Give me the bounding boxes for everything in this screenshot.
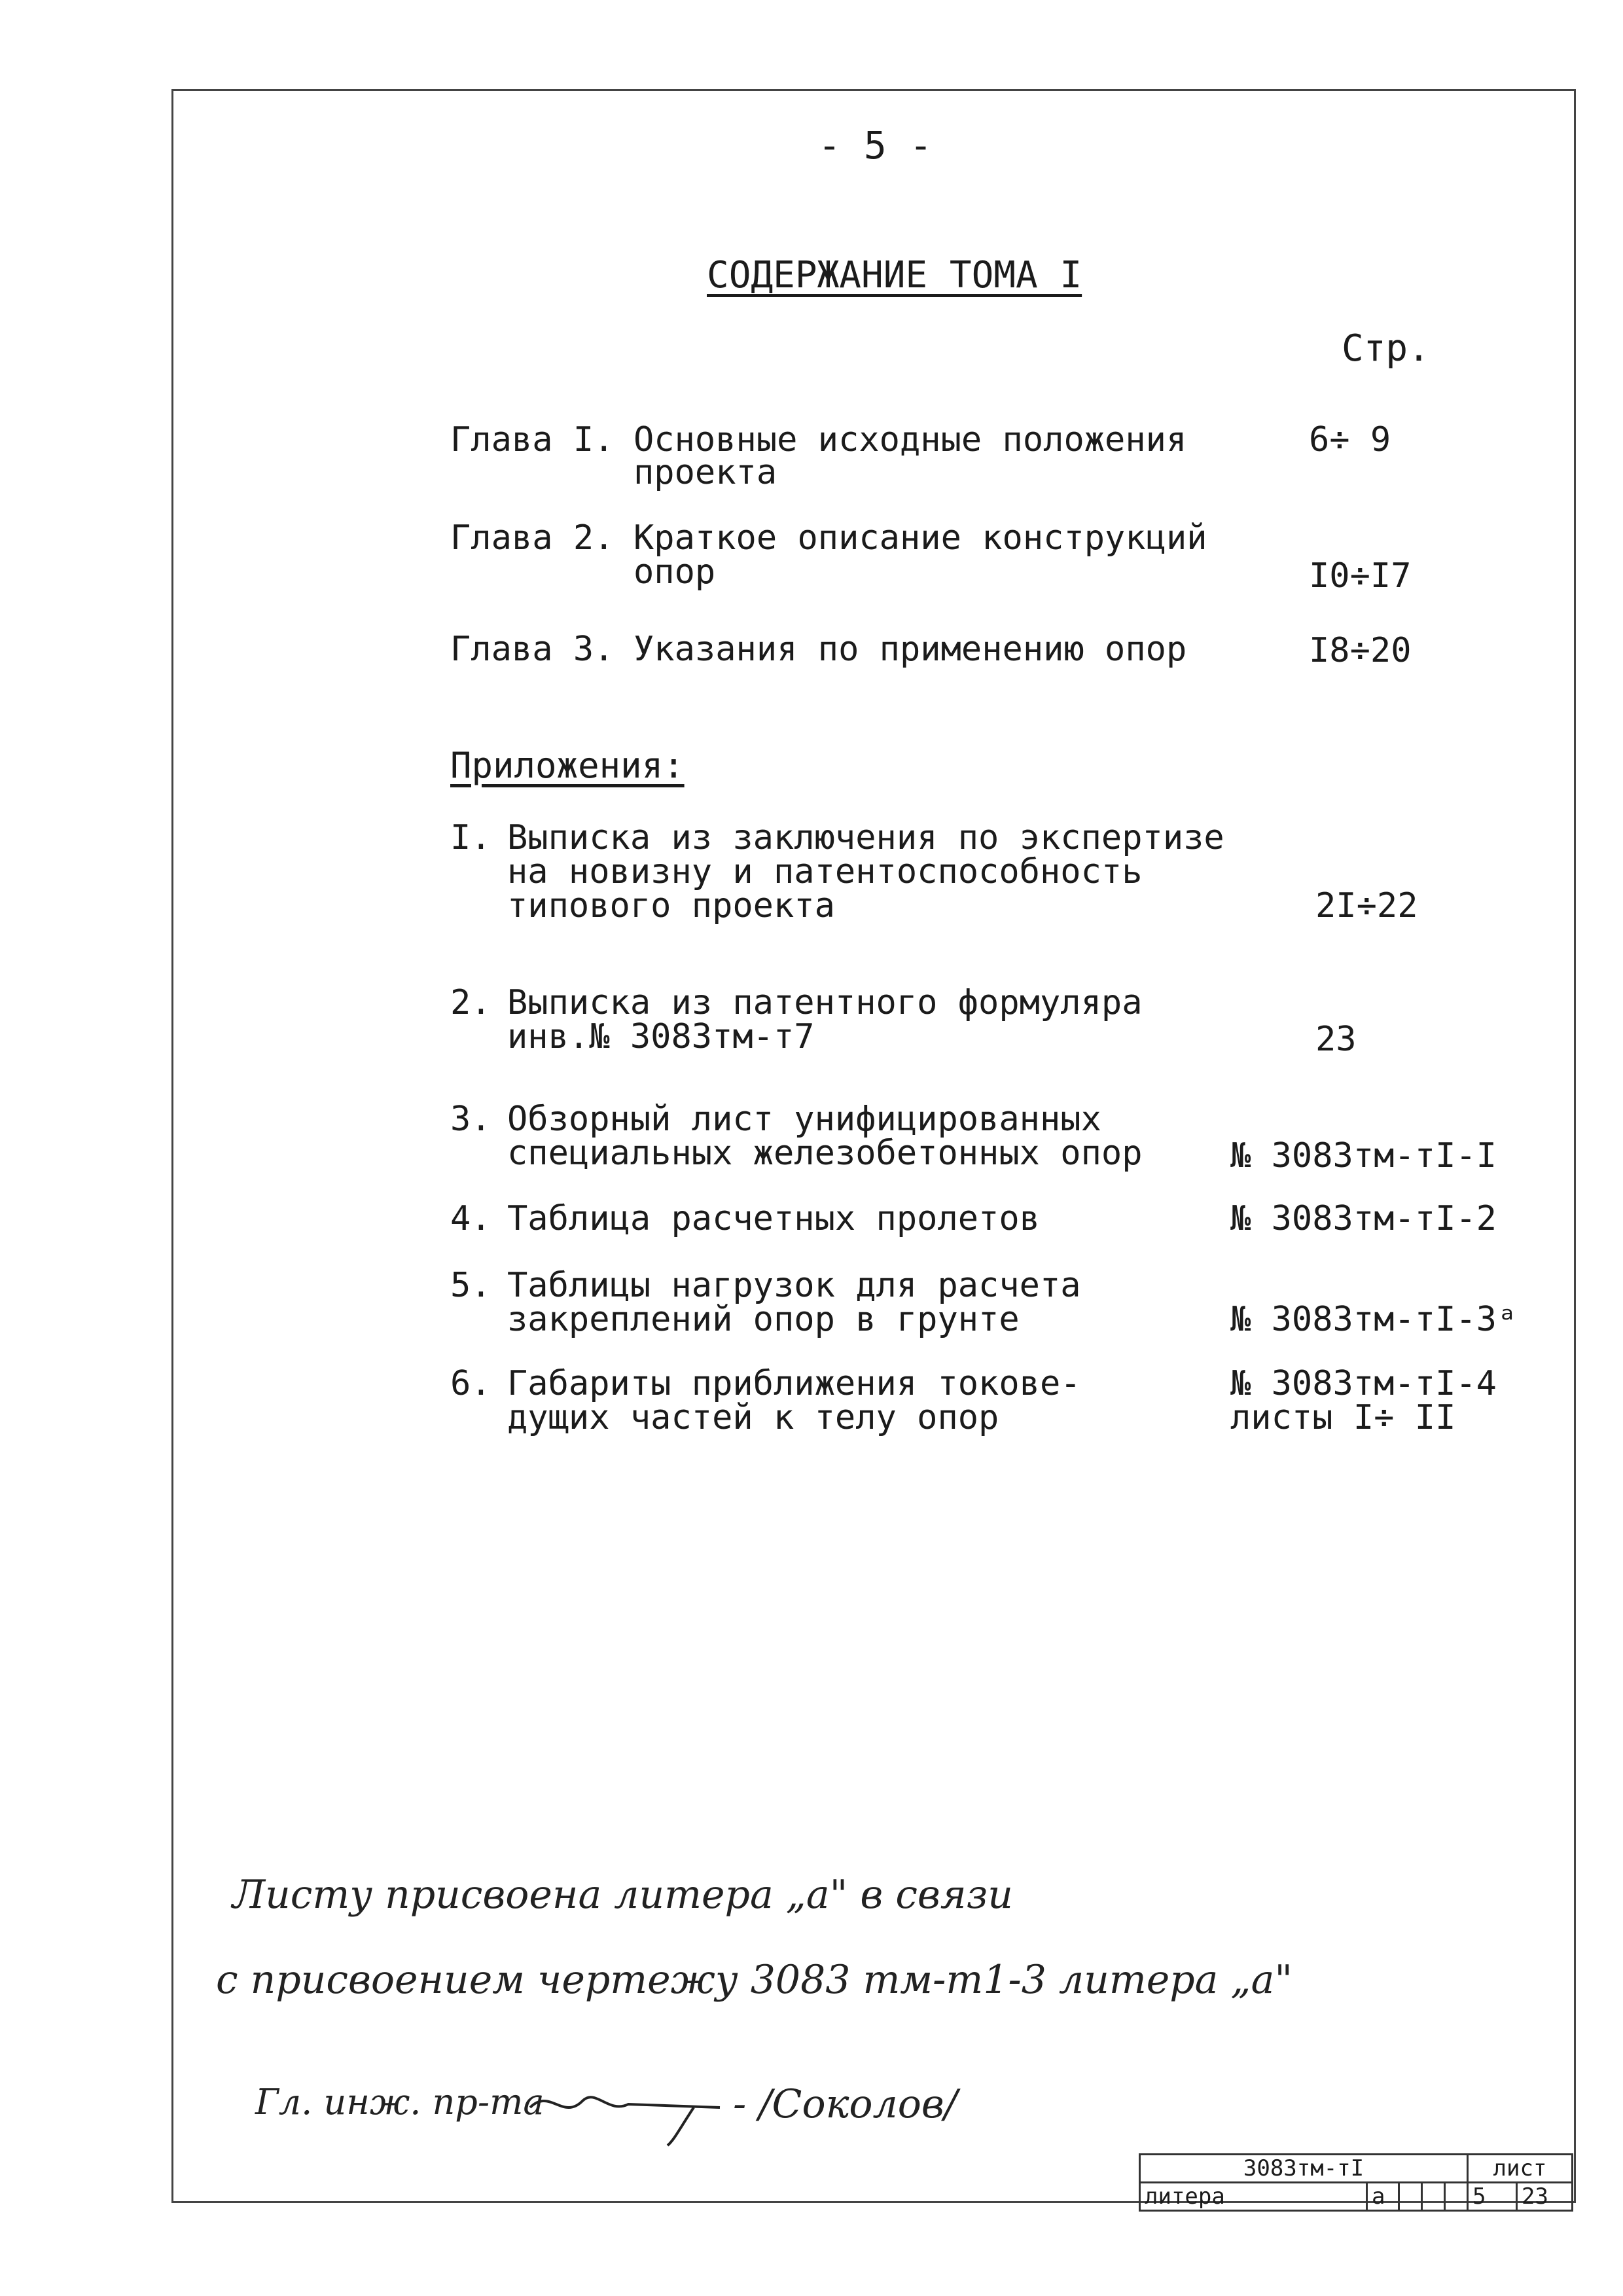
chapter-text-line: Краткое описание конструкций xyxy=(633,518,1207,558)
appendix-number: 6. xyxy=(450,1364,491,1403)
chapter-text-line: проекта xyxy=(633,453,777,492)
appendix-ref: № 3083тм-тI-3ᵃ xyxy=(1230,1300,1518,1339)
stamp-doc-code: 3083тм-тI xyxy=(1140,2155,1468,2183)
signature-name: - /Соколов/ xyxy=(733,2081,958,2127)
appendix-number: 4. xyxy=(450,1199,491,1238)
appendix-text-line: типового проекта xyxy=(507,886,835,925)
chapter-label: Глава 3. xyxy=(450,630,615,669)
chapter-pages: I0÷I7 xyxy=(1309,556,1412,596)
page-number: - 5 - xyxy=(818,123,933,168)
appendix-text-line: Таблицы нагрузок для расчета xyxy=(507,1266,1081,1305)
chapter-label: Глава I. xyxy=(450,420,615,459)
appendix-text-line: Габариты приближения токове- xyxy=(507,1364,1081,1403)
appendix-number: 3. xyxy=(450,1100,491,1139)
chapter-text-line: Основные исходные положения xyxy=(633,420,1187,459)
stamp-empty-cell xyxy=(1445,2183,1468,2211)
title-block-stamp xyxy=(1139,2153,1573,2210)
signature-scribble xyxy=(524,2068,740,2147)
stamp-sheet-label: лист xyxy=(1468,2155,1573,2183)
appendix-ref: № 3083тм-тI-I xyxy=(1230,1136,1497,1175)
appendix-text-line: на новизну и патентоспособность xyxy=(507,852,1143,891)
appendix-text-line: Таблица расчетных пролетов xyxy=(507,1199,1040,1238)
appendix-text-line: инв.№ 3083тм-т7 xyxy=(507,1017,815,1056)
appendices-heading: Приложения: xyxy=(450,745,685,786)
stamp-empty-cell xyxy=(1399,2183,1422,2211)
appendix-text-line: Выписка из патентного формуляра xyxy=(507,983,1143,1022)
appendix-text-line: Обзорный лист унифицированных xyxy=(507,1100,1101,1139)
appendix-number: 5. xyxy=(450,1266,491,1305)
stamp-litera-label: литера xyxy=(1140,2183,1367,2211)
chapter-label: Глава 2. xyxy=(450,518,615,558)
appendix-number: I. xyxy=(450,818,491,857)
chapter-pages: I8÷20 xyxy=(1309,631,1412,670)
handwritten-note-line: Листу присвоена литера „а" в связи xyxy=(232,1872,1013,1918)
handwritten-note-line: с присвоением чертежу 3083 тм-т1-3 литера „а" xyxy=(216,1957,1293,2003)
chapter-text-line: Указания по применению опор xyxy=(633,630,1187,669)
appendix-ref: листы I÷ II xyxy=(1230,1398,1456,1437)
appendix-text-line: дущих частей к телу опор xyxy=(507,1398,999,1437)
chapter-pages: 6÷ 9 xyxy=(1309,420,1391,459)
page-column-header: Стр. xyxy=(1342,327,1430,370)
signature-role: Гл. инж. пр-та xyxy=(255,2081,544,2123)
appendix-ref: № 3083тм-тI-2 xyxy=(1230,1199,1497,1238)
appendix-ref: 23 xyxy=(1315,1020,1357,1059)
appendix-text-line: закреплений опор в грунте xyxy=(507,1300,1020,1339)
appendix-ref: 2I÷22 xyxy=(1315,886,1418,925)
chapter-text-line: опор xyxy=(633,552,716,592)
stamp-empty-cell xyxy=(1422,2183,1445,2211)
stamp-litera-value: а xyxy=(1367,2183,1399,2211)
stamp-sheet-total: 23 xyxy=(1517,2183,1573,2211)
appendix-text-line: Выписка из заключения по экспертизе xyxy=(507,818,1224,857)
stamp-sheet-number: 5 xyxy=(1468,2183,1517,2211)
document-title: СОДЕРЖАНИЕ ТОМА I xyxy=(707,254,1082,296)
appendix-ref: № 3083тм-тI-4 xyxy=(1230,1364,1497,1403)
appendix-number: 2. xyxy=(450,983,491,1022)
appendix-text-line: специальных железобетонных опор xyxy=(507,1134,1143,1173)
